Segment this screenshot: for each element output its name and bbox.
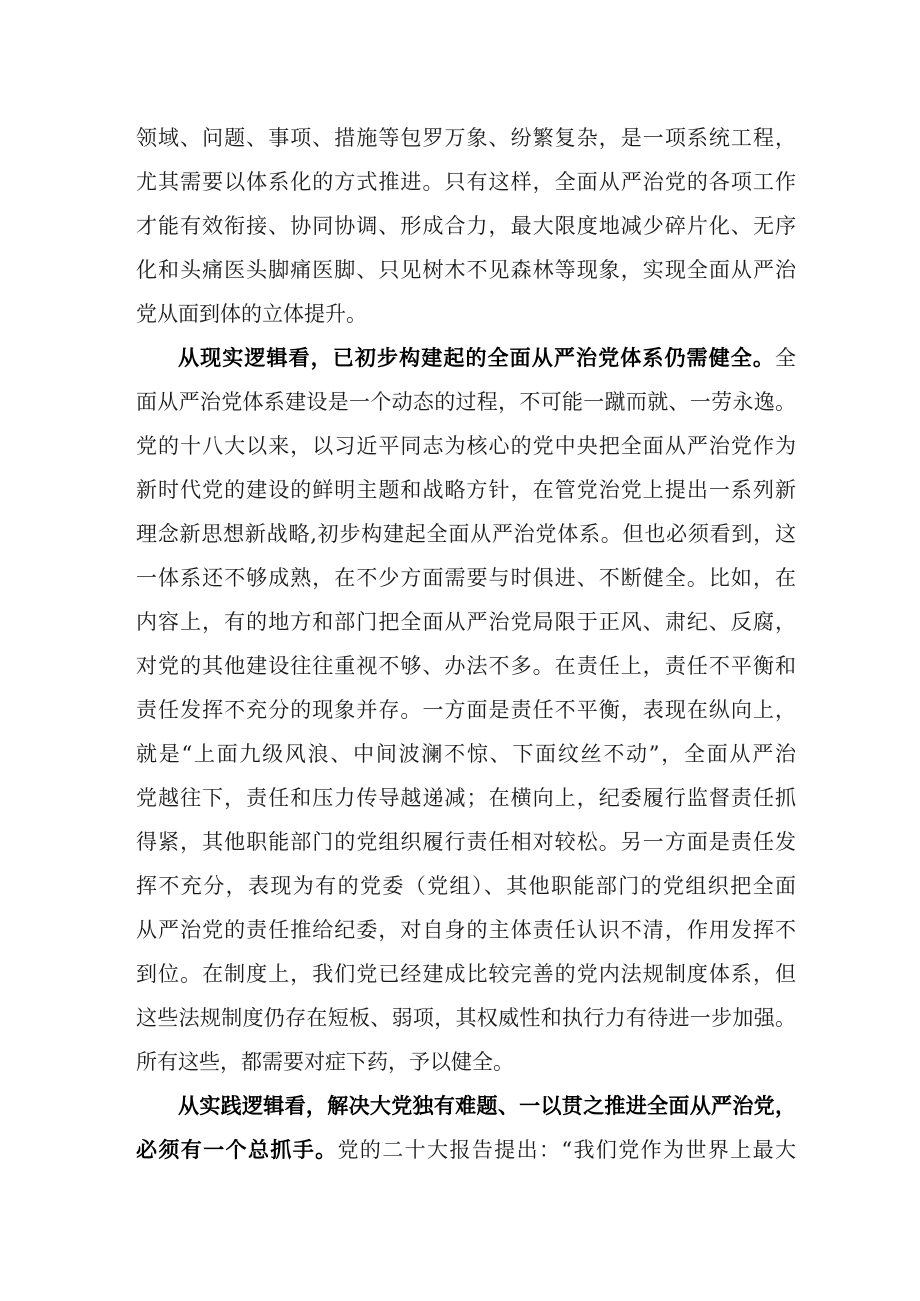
paragraph-2-line-13: 挥不充分，表现为有的党委（党组）、其他职能部门的党组织把全面 [136, 874, 796, 898]
paragraph-2-line-6: 一体系还不够成熟，在不少方面需要与时俱进、不断健全。比如，在 [136, 566, 796, 590]
paragraph-2-line-7: 内容上，有的地方和部门把全面从严治党局限于正风、肃纪、反腐， [136, 610, 796, 634]
paragraph-2-line-12: 得紧，其他职能部门的党组织履行责任相对较松。另一方面是责任发 [136, 830, 796, 854]
paragraph-2-line-11: 党越往下，责任和压力传导越递减；在横向上，纪委履行监督责任抓 [136, 786, 796, 810]
paragraph-2-line-3: 党的十八大以来，以习近平同志为核心的党中央把全面从严治党作为 [136, 434, 796, 458]
paragraph-2-line-14: 从严治党的责任推给纪委，对自身的主体责任认识不清，作用发挥不 [136, 918, 796, 942]
paragraph-2-line-9: 责任发挥不充分的现象并存。一方面是责任不平衡，表现在纵向上， [136, 698, 796, 722]
paragraph-2-line-5: 理念新思想新战略,初步构建起全面从严治党体系。但也必须看到，这 [136, 522, 796, 546]
paragraph-3-line-2 [136, 1128, 796, 1172]
paragraph-2-line-10: 就是“上面九级风浪、中间波澜不惊、下面纹丝不动”，全面从严治 [136, 742, 796, 766]
paragraph-1-line-5: 党从面到体的立体提升。 [136, 302, 367, 326]
paragraph-2-line-1-rest: 全 [775, 346, 796, 370]
paragraph-1-line-3: 才能有效衔接、协同协调、形成合力，最大限度地减少碎片化、无序 [136, 214, 796, 238]
paragraph-2-line-16: 这些法规制度仍存在短板、弱项，其权威性和执行力有待进一步加强。 [136, 1006, 796, 1030]
paragraph-2-line-8: 对党的其他建设往往重视不够、办法不多。在责任上，责任不平衡和 [136, 654, 796, 678]
paragraph-3-line-2-rest: 党的二十大报告提出：“我们党作为世界上最大 [337, 1138, 797, 1162]
paragraph-3-heading-line-2: 必须有一个总抓手。 [136, 1138, 338, 1162]
paragraph-1-line-2: 尤其需要以体系化的方式推进。只有这样，全面从严治党的各项工作 [136, 170, 796, 194]
paragraph-1-line-1: 领域、问题、事项、措施等包罗万象、纷繁复杂，是一项系统工程， [136, 126, 796, 150]
paragraph-2-line-2: 面从严治党体系建设是一个动态的过程，不可能一蹴而就、一劳永逸。 [136, 390, 796, 414]
paragraph-1-line-4: 化和头痛医头脚痛医脚、只见树木不见森林等现象，实现全面从严治 [136, 258, 796, 282]
paragraph-2-line-17: 所有这些，都需要对症下药，予以健全。 [136, 1050, 514, 1074]
paragraph-2-line-15: 到位。在制度上，我们党已经建成比较完善的党内法规制度体系，但 [136, 962, 796, 986]
paragraph-3-heading-line-1: 从实践逻辑看，解决大党独有难题、一以贯之推进全面从严治党， [178, 1094, 796, 1118]
paragraph-2-line-1 [178, 336, 796, 380]
paragraph-2-heading: 从现实逻辑看，已初步构建起的全面从严治党体系仍需健全。 [178, 346, 775, 370]
paragraph-2-line-4: 新时代党的建设的鲜明主题和战略方针，在管党治党上提出一系列新 [136, 478, 796, 502]
